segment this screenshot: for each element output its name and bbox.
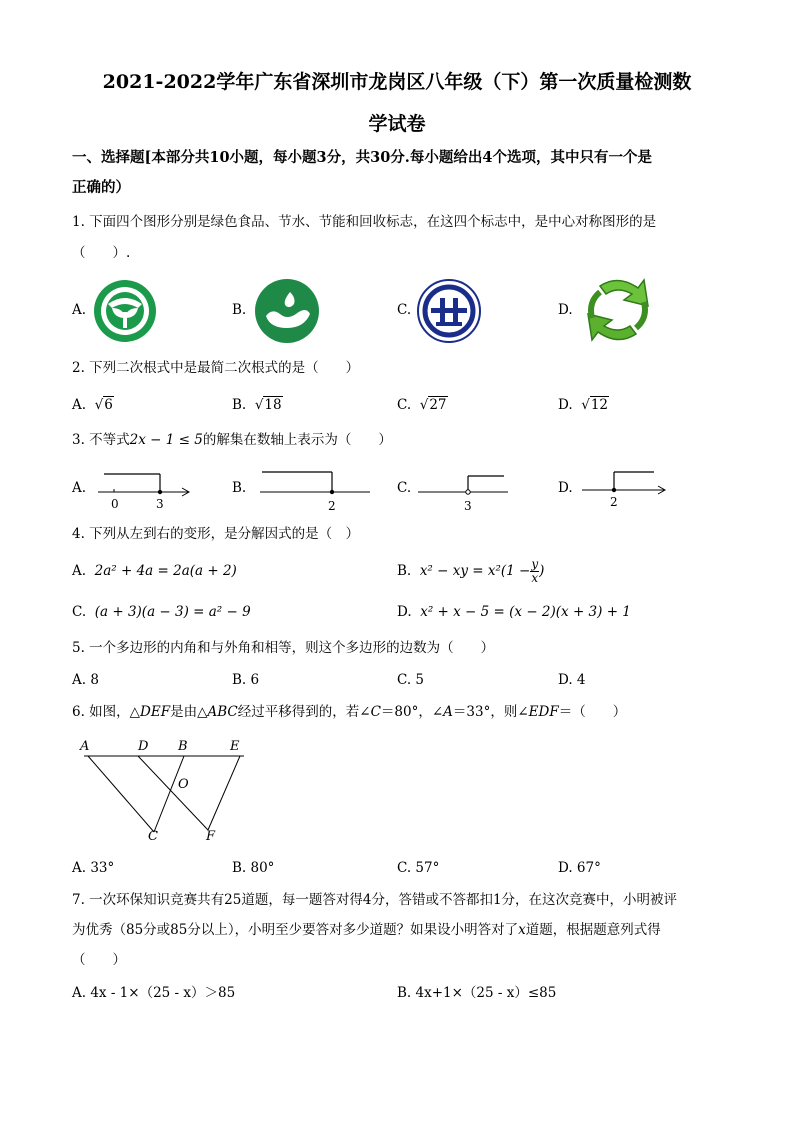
q3-number-line-d	[580, 466, 680, 514]
q2-option-c: C. √27	[397, 397, 447, 413]
q7-text-line1: 7. 一次环保知识竞赛共有25道题，每一题答对得4分，答错或不答都扣1分，在这次竞赛中，小明被评	[72, 892, 678, 908]
q3-text-pre: 3. 不等式	[72, 432, 130, 448]
q6-label-c: C	[148, 829, 158, 844]
q2-option-b: B. √18	[232, 397, 282, 413]
q3-inequality: 2x − 1 ≤ 5	[129, 432, 203, 448]
q5-text: 5. 一个多边形的内角和与外角和相等，则这个多边形的边数为（ ）	[72, 640, 495, 656]
q2-option-a-radicand: 6	[104, 397, 113, 413]
q3-text-post: 的解集在数轴上表示为（ ）	[202, 432, 392, 448]
q3-option-c-label: C.	[397, 480, 412, 496]
q4-option-d	[397, 602, 631, 622]
q2-text: 2. 下列二次根式中是最简二次根式的是（ ）	[72, 360, 360, 376]
q6-option-d: D. 67°	[558, 860, 601, 876]
q3-number-line-b	[258, 466, 378, 514]
q2-option-d-radicand: 12	[590, 397, 609, 413]
q7-text-line3: （ ）	[72, 952, 126, 968]
q6-option-b: B. 80°	[232, 860, 275, 876]
q3-c-tick-3: 3	[464, 499, 472, 513]
recycling-logo-icon	[578, 274, 658, 346]
section1-heading-line1: 一、选择题[本部分共10小题，每小题3分，共30分.每小题给出4个选项，其中只有一个是	[72, 149, 652, 166]
q6-text-c: 是由	[170, 704, 198, 720]
q6-angle-c: C	[370, 704, 381, 720]
q3-b-tick-2: 2	[328, 499, 336, 513]
q7-option-b: B. 4x+1×（25 - x）≤85	[397, 985, 557, 1001]
q4-option-b-frac-den: x	[531, 571, 539, 585]
q6-text	[72, 702, 626, 722]
q4-option-b-expr-post: )	[539, 563, 545, 579]
q6-text-a: 6. 如图，	[72, 704, 130, 720]
q3-d-tick-2: 2	[610, 495, 618, 509]
water-saving-logo-icon	[254, 278, 320, 344]
q1-option-b-label: B.	[232, 302, 247, 318]
q3-a-tick-0: 0	[111, 497, 119, 511]
section1-heading-line2: 正确的）	[72, 179, 130, 196]
q4-option-b-expr-pre: x² − xy = x²(1 −	[419, 563, 531, 579]
q5-option-b: B. 6	[232, 672, 260, 688]
q3-text	[72, 430, 392, 450]
q4-option-c-label: C.	[72, 604, 87, 620]
q6-triangle-def: △DEF	[129, 704, 171, 720]
q6-option-c: C. 57°	[397, 860, 440, 876]
q5-option-c: C. 5	[397, 672, 425, 688]
q7-option-a: A. 4x - 1×（25 - x）＞85	[72, 985, 236, 1001]
q4-option-c	[72, 602, 251, 622]
q1-option-d-label: D.	[558, 302, 573, 318]
q3-option-b-label: B.	[232, 480, 247, 496]
q2-option-a-label: A.	[72, 397, 87, 413]
q6-angle-edf: EDF	[528, 704, 559, 720]
q6-label-d: D	[138, 739, 149, 754]
q2-option-d: D. √12	[558, 397, 609, 413]
q3-a-tick-3: 3	[156, 497, 164, 511]
q3-option-d-label: D.	[558, 480, 573, 496]
q6-label-o: O	[178, 777, 189, 792]
q6-text-i: ＝33°，则∠	[452, 704, 529, 720]
q1-text-line2: （ ）.	[72, 245, 131, 261]
q6-angle-a: A	[443, 704, 453, 720]
exam-title-line2: 学试卷	[368, 113, 426, 135]
q2-option-a: A. √6	[72, 397, 113, 413]
q1-option-a-label: A.	[72, 302, 87, 318]
q4-option-a-expr: 2a² + 4a = 2a(a + 2)	[94, 563, 237, 579]
q2-option-d-label: D.	[558, 397, 573, 413]
q6-label-b: B	[178, 739, 188, 754]
q7-text2-pre: 为优秀（85分或85分以上），小明至少要答对多少道题？如果设小明答对了	[72, 922, 519, 938]
green-food-logo-icon	[92, 278, 158, 344]
q6-text-g: ＝80°，∠	[380, 704, 444, 720]
q7-text-line2	[72, 920, 661, 940]
q3-number-line-c	[416, 466, 516, 514]
q6-label-f: F	[206, 829, 216, 844]
energy-saving-logo-icon	[416, 278, 482, 344]
q4-text: 4. 下列从左到右的变形，是分解因式的是（ ）	[72, 526, 360, 542]
q4-option-d-expr: x² + x − 5 = (x − 2)(x + 3) + 1	[420, 604, 631, 620]
q4-option-c-expr: (a + 3)(a − 3) = a² − 9	[94, 604, 251, 620]
q1-option-c-label: C.	[397, 302, 412, 318]
q6-label-a: A	[80, 739, 90, 754]
q5-option-d: D. 4	[558, 672, 586, 688]
q3-option-a-label: A.	[72, 480, 87, 496]
q4-option-a	[72, 561, 237, 581]
q7-text2-post: 道题，根据题意列式得	[525, 922, 661, 938]
q4-option-a-label: A.	[72, 563, 87, 579]
q6-text-k: ＝（ ）	[558, 704, 627, 720]
q2-option-c-radicand: 27	[429, 397, 447, 413]
q6-text-e: 经过平移得到的，若∠	[237, 704, 371, 720]
q5-option-a: A. 8	[72, 672, 99, 688]
q6-translation-figure	[78, 736, 258, 846]
q4-option-b-label: B.	[397, 563, 412, 579]
q2-option-b-label: B.	[232, 397, 247, 413]
q4-option-b	[397, 558, 544, 585]
q6-triangle-abc: △ABC	[197, 704, 238, 720]
q2-option-c-label: C.	[397, 397, 412, 413]
q7-variable-x: x	[518, 922, 526, 938]
exam-title-line1: 2021-2022学年广东省深圳市龙岗区八年级（下）第一次质量检测数	[102, 71, 692, 93]
q3-number-line-a	[96, 466, 196, 514]
q4-option-b-frac-num: y	[531, 557, 539, 571]
q2-option-b-radicand: 18	[264, 397, 282, 413]
q1-text-line1: 1. 下面四个图形分别是绿色食品、节水、节能和回收标志，在这四个标志中，是中心对称图形的是	[72, 214, 657, 230]
q6-label-e: E	[230, 739, 240, 754]
q4-option-d-label: D.	[397, 604, 412, 620]
q6-option-a: A. 33°	[72, 860, 115, 876]
